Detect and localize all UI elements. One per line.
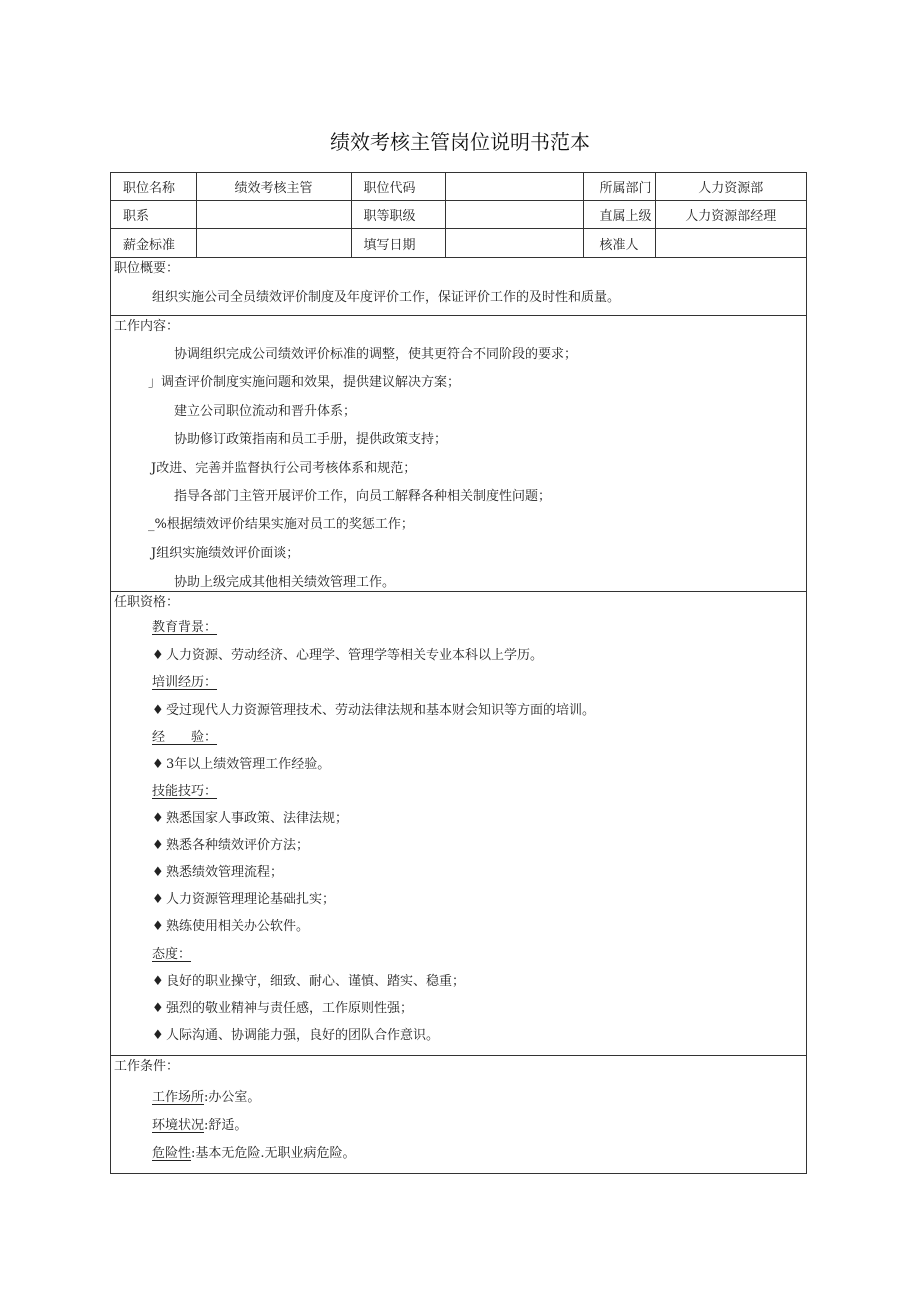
value-position-code (445, 173, 583, 201)
diamond-bullet-icon: ♦ (152, 648, 164, 663)
label-salary: 薪金标准 (111, 229, 196, 258)
diamond-bullet-icon: ♦ (152, 1028, 164, 1043)
diamond-bullet-icon: ♦ (152, 703, 164, 718)
diamond-bullet-icon: ♦ (152, 838, 164, 853)
work-content-section (111, 316, 806, 592)
list-item (152, 1089, 260, 1107)
value-department: 人力资源部 (655, 173, 806, 201)
diamond-bullet-icon: ♦ (152, 974, 164, 989)
list-item: ♦ 熟悉绩效管理流程； (152, 865, 284, 880)
diamond-bullet-icon: ♦ (152, 865, 164, 880)
qualification-section (111, 592, 806, 1056)
label-position-code: 职位代码 (351, 173, 445, 201)
place-value: :办公室。 (204, 1090, 261, 1105)
diamond-bullet-icon: ♦ (152, 1001, 164, 1016)
overview-text: 组织实施公司全员绩效评价制度及年度评价工作，保证评价工作的及时性和质量。 (152, 290, 621, 305)
list-item: ♦ 受过现代人力资源管理技术、劳动法律法规和基本财会知识等方面的培训。 (152, 703, 596, 718)
list-item: ♦ 良好的职业操守，细致、耐心、谨慎、踏实、稳重； (152, 974, 466, 989)
education-label: 教育背景： (152, 620, 218, 635)
place-label: 工作场所 (152, 1090, 205, 1105)
list-item: ♦ 人力资源、劳动经济、心理学、管理学等相关专业本科以上学历。 (152, 648, 544, 663)
conditions-title: 工作条件： (114, 1059, 180, 1074)
environment-label: 环境状况 (152, 1118, 205, 1133)
diamond-bullet-icon: ♦ (152, 919, 164, 934)
list-item: ♦ 人际沟通、协调能力强，良好的团队合作意识。 (152, 1028, 440, 1043)
list-item: 建立公司职位流动和晋升体系； (174, 404, 357, 419)
list-item: J改进、完善并监督执行公司考核体系和规范； (151, 461, 417, 476)
list-item (152, 1145, 356, 1163)
value-fill-date (445, 229, 583, 258)
list-item: 协调组织完成公司绩效评价标准的调整，使其更符合不同阶段的要求； (174, 347, 578, 362)
list-item: ♦ 3年以上绩效管理工作经验。 (152, 757, 331, 772)
value-grade (445, 201, 583, 229)
label-grade: 职等职级 (351, 201, 445, 229)
attitude-label: 态度： (152, 947, 192, 962)
risk-label: 危险性 (152, 1146, 192, 1161)
list-item: ♦ 熟练使用相关办公软件。 (152, 919, 310, 934)
list-item: ♦ 人力资源管理理论基础扎实； (152, 892, 336, 907)
header-table (111, 173, 806, 258)
list-item: 」调查评价制度实施问题和效果，提供建议解决方案； (148, 375, 461, 390)
risk-value: :基本无危险.无职业病危险。 (191, 1146, 356, 1161)
training-label: 培训经历： (152, 675, 218, 690)
table-row (111, 173, 806, 201)
table-row (111, 201, 806, 229)
value-salary (196, 229, 351, 258)
list-item: 协助修订政策指南和员工手册，提供政策支持； (174, 432, 448, 447)
environment-value: :舒适。 (204, 1118, 248, 1133)
value-position-name: 绩效考核主管 (196, 173, 351, 201)
list-item: 指导各部门主管开展评价工作，向员工解释各种相关制度性问题； (174, 489, 552, 504)
job-description-form (110, 172, 807, 1174)
label-position-name: 职位名称 (111, 173, 196, 201)
overview-title: 职位概要： (114, 261, 180, 276)
work-content-title: 工作内容： (114, 319, 180, 334)
label-job-family: 职系 (111, 201, 196, 229)
list-item: 协助上级完成其他相关绩效管理工作。 (174, 575, 396, 590)
skills-label: 技能技巧： (152, 784, 218, 799)
diamond-bullet-icon: ♦ (152, 892, 164, 907)
label-department: 所属部门 (583, 173, 655, 201)
conditions-section (111, 1056, 806, 1173)
label-fill-date: 填写日期 (351, 229, 445, 258)
experience-label: 经 验： (152, 730, 218, 745)
value-supervisor: 人力资源部经理 (655, 201, 806, 229)
list-item: ♦ 熟悉各种绩效评价方法； (152, 838, 310, 853)
value-approver (655, 229, 806, 258)
label-supervisor: 直属上级 (583, 201, 655, 229)
list-item: ♦ 熟悉国家人事政策、法律法规； (152, 811, 349, 826)
table-row (111, 229, 806, 258)
list-item: _%根据绩效评价结果实施对员工的奖惩工作； (148, 517, 414, 532)
diamond-bullet-icon: ♦ (152, 811, 164, 826)
list-item: ♦ 强烈的敬业精神与责任感，工作原则性强； (152, 1001, 414, 1016)
value-job-family (196, 201, 351, 229)
overview-section (111, 258, 806, 316)
page-title: 绩效考核主管岗位说明书范本 (330, 130, 590, 154)
qualification-title: 任职资格： (114, 595, 180, 610)
diamond-bullet-icon: ♦ (152, 757, 164, 772)
label-approver: 核准人 (583, 229, 655, 258)
list-item: J组织实施绩效评价面谈； (151, 546, 300, 561)
list-item (152, 1117, 247, 1135)
